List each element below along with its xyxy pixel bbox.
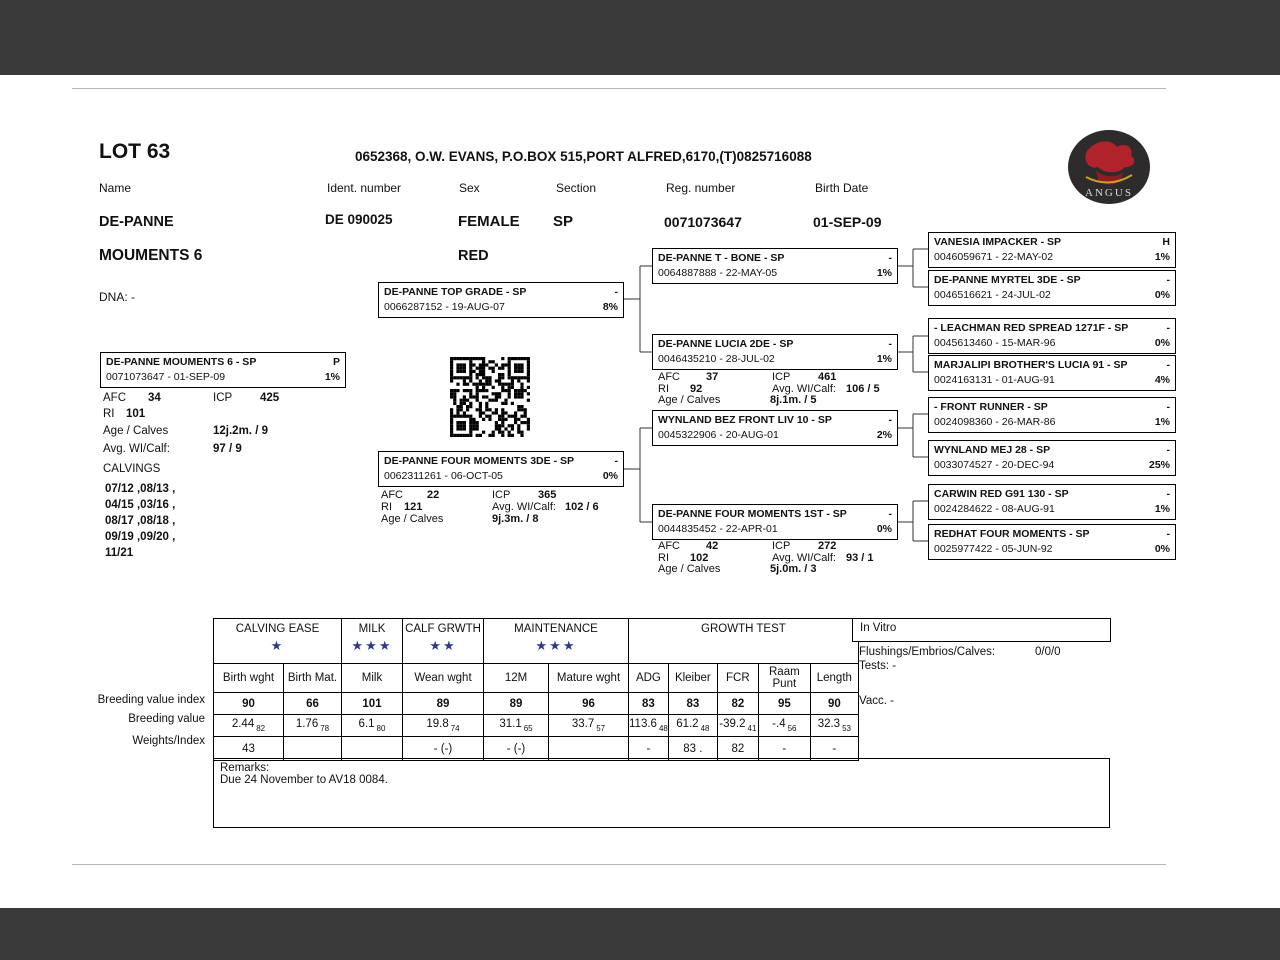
remarks-label: Remarks: xyxy=(220,762,270,774)
tests-value: Tests: - xyxy=(859,660,897,672)
col-raam-punt: Raam Punt xyxy=(758,664,810,693)
dna-value: DNA: - xyxy=(99,290,135,304)
maintenance-stars: ★★★ xyxy=(535,638,577,653)
breeder-info: 0652368, O.W. EVANS, P.O.BOX 515,PORT ALFRED,6170,(T)0825716088 xyxy=(355,149,812,164)
pedigree-box-gen3-4: DE-PANNE FOUR MOMENTS 1ST - SP - 0044835452 - 22-APR-01 0% xyxy=(652,504,898,540)
row-label-weights: Weights/Index xyxy=(132,735,205,747)
bottom-dark-bar xyxy=(0,908,1280,960)
remarks-box xyxy=(213,758,1110,828)
group-calf-grwth: CALF GRWTH ★★ xyxy=(403,619,484,664)
gen3-4-stats: AFC 42 ICP 272 RI 102 Avg. WI/Calf: 93 / 1 Age / Calves 5j.0m. / 3 xyxy=(658,540,874,575)
birthdate-label: Birth Date xyxy=(815,181,869,195)
calving-ease-stars: ★ xyxy=(270,638,285,653)
pedigree-box-gen4-5: - FRONT RUNNER - SP - 0024098360 - 26-MAR-86 1% xyxy=(928,397,1176,433)
subject-name: DE-PANNE MOUMENTS 6 - SP xyxy=(106,356,257,368)
name-label: Name xyxy=(99,181,132,195)
reg-label: Reg. number xyxy=(666,181,736,195)
group-header-row xyxy=(214,619,859,664)
col-wean-wght: Wean wght xyxy=(403,664,484,693)
vacc-value: Vacc. - xyxy=(859,695,894,707)
pedigree-box-gen4-4: MARJALIPI BROTHER'S LUCIA 91 - SP - 0024163131 - 01-AUG-91 4% xyxy=(928,355,1176,391)
pedigree-box-sire: DE-PANNE TOP GRADE - SP - 0066287152 - 19-AUG-07 8% xyxy=(378,282,624,318)
subject-stats: AFC 34 ICP 425 RI 101 Age / Calves 12j.2m. / 9 Avg. WI/Calf: 97 / 9 CALVINGS 07/12 ,08/13 , 04/15 ,03/16 , 08/17 ,08/18 , 09/19 ,09/20 , 11/21 xyxy=(103,392,280,559)
remarks-text: Due 24 November to AV18 0084. xyxy=(220,774,388,786)
breeding-value-index-row: 90 66 101 89 89 96 83 83 82 95 90 xyxy=(214,693,859,715)
calvings-label: CALVINGS xyxy=(103,463,161,475)
name-value: DE-PANNE xyxy=(99,214,174,230)
pedigree-box-gen4-6: WYNLAND MEJ 28 - SP - 0033074527 - 20-DEC-94 25% xyxy=(928,440,1176,476)
row-label-value: Breeding value xyxy=(128,713,205,725)
lot-number: LOT 63 xyxy=(99,140,171,163)
sex-label: Sex xyxy=(459,181,480,195)
milk-stars: ★★★ xyxy=(351,638,393,653)
breeding-value-row: 2.44 $_{82}$ 1.76 $_{78}$ 6.1 $_{80}$ 19.8 $_{74}$ 31.1 $_{65}$ 33.7 $_{57}$ 113.6 $_{48}$ 61.2 $_{48}$ -39.2 $_{41}$ -.4 $_{56}$ 32.3 $_{53}$ xyxy=(214,715,859,737)
gen3-2-stats: AFC 37 ICP 461 RI 92 Avg. WI/Calf: 106 / 5 Age / Calves 8j.1m. / 5 xyxy=(658,371,880,406)
section-value: SP xyxy=(553,213,574,230)
bottom-rule xyxy=(72,864,1166,865)
group-growth-test: GROWTH TEST xyxy=(629,619,859,664)
col-milk: Milk xyxy=(342,664,403,693)
group-milk: MILK ★★★ xyxy=(342,619,403,664)
ident-value: DE 090025 xyxy=(325,212,393,227)
col-fcr: FCR xyxy=(717,664,758,693)
birthdate-value: 01-SEP-09 xyxy=(813,214,882,230)
sex-value: FEMALE xyxy=(458,213,520,230)
pedigree-box-gen4-8: REDHAT FOUR MOMENTS - SP - 0025977422 - 05-JUN-92 0% xyxy=(928,524,1176,560)
flushings-value: 0/0/0 xyxy=(1035,646,1061,658)
name-value-2: MOUMENTS 6 xyxy=(99,247,203,264)
col-12m: 12M xyxy=(484,664,549,693)
pedigree-box-gen4-3: - LEACHMAN RED SPREAD 1271F - SP - 0045613460 - 15-MAR-96 0% xyxy=(928,318,1176,354)
top-rule xyxy=(72,88,1166,89)
col-adg: ADG xyxy=(629,664,669,693)
pedigree-box-gen3-3: WYNLAND BEZ FRONT LIV 10 - SP - 0045322906 - 20-AUG-01 2% xyxy=(652,410,898,446)
flushings-label: Flushings/Embrios/Calves: xyxy=(859,646,996,658)
group-maintenance: MAINTENANCE ★★★ xyxy=(484,619,629,664)
col-kleiber: Kleiber xyxy=(668,664,717,693)
pedigree-box-gen4-1: VANESIA IMPACKER - SP H 0046059671 - 22-MAY-02 1% xyxy=(928,232,1176,268)
calf-grwth-stars: ★★ xyxy=(429,638,457,653)
pedigree-box-subject xyxy=(100,352,346,388)
col-birth-wght: Birth wght xyxy=(214,664,284,693)
color-value: RED xyxy=(458,248,489,264)
col-length: Length xyxy=(810,664,858,693)
qr-code xyxy=(450,357,530,437)
pedigree-box-gen4-7: CARWIN RED G91 130 - SP - 0024284622 - 08-AUG-91 1% xyxy=(928,484,1176,520)
col-birth-mat: Birth Mat. xyxy=(284,664,342,693)
breeding-values-table xyxy=(213,618,859,761)
pedigree-box-gen3-2: DE-PANNE LUCIA 2DE - SP - 0046435210 - 28-JUL-02 1% xyxy=(652,334,898,370)
angus-logo xyxy=(1066,129,1152,212)
dam-stats: AFC 22 ICP 365 RI 121 Avg. WI/Calf: 102 / 6 Age / Calves 9j.3m. / 8 xyxy=(381,489,599,525)
group-calving-ease: CALVING EASE ★ xyxy=(214,619,342,664)
column-header-row xyxy=(214,664,859,693)
pedigree-box-dam: DE-PANNE FOUR MOMENTS 3DE - SP - 0062311261 - 06-OCT-05 0% xyxy=(378,451,624,487)
subject-flag: P xyxy=(332,356,340,368)
pedigree-box-gen3-1: DE-PANNE T - BONE - SP - 0064887888 - 22-MAY-05 1% xyxy=(652,248,898,284)
subject-pct: 1% xyxy=(324,371,340,383)
pedigree-box-gen4-2: DE-PANNE MYRTEL 3DE - SP - 0046516621 - 24-JUL-02 0% xyxy=(928,270,1176,306)
reg-value: 0071073647 xyxy=(664,214,742,230)
logo-text: ANGUS xyxy=(1085,187,1133,199)
section-label: Section xyxy=(556,181,597,195)
col-mature-wght: Mature wght xyxy=(549,664,629,693)
invitro-header: In Vitro xyxy=(852,618,1111,642)
ident-label: Ident. number xyxy=(327,181,402,195)
weights-index-row: 43 - (-) - (-) - 83 . 82 - - xyxy=(214,737,859,761)
subject-reg: 0071073647 - 01-SEP-09 xyxy=(106,371,226,383)
row-label-index: Breeding value index xyxy=(97,694,205,706)
top-dark-bar xyxy=(0,0,1280,75)
